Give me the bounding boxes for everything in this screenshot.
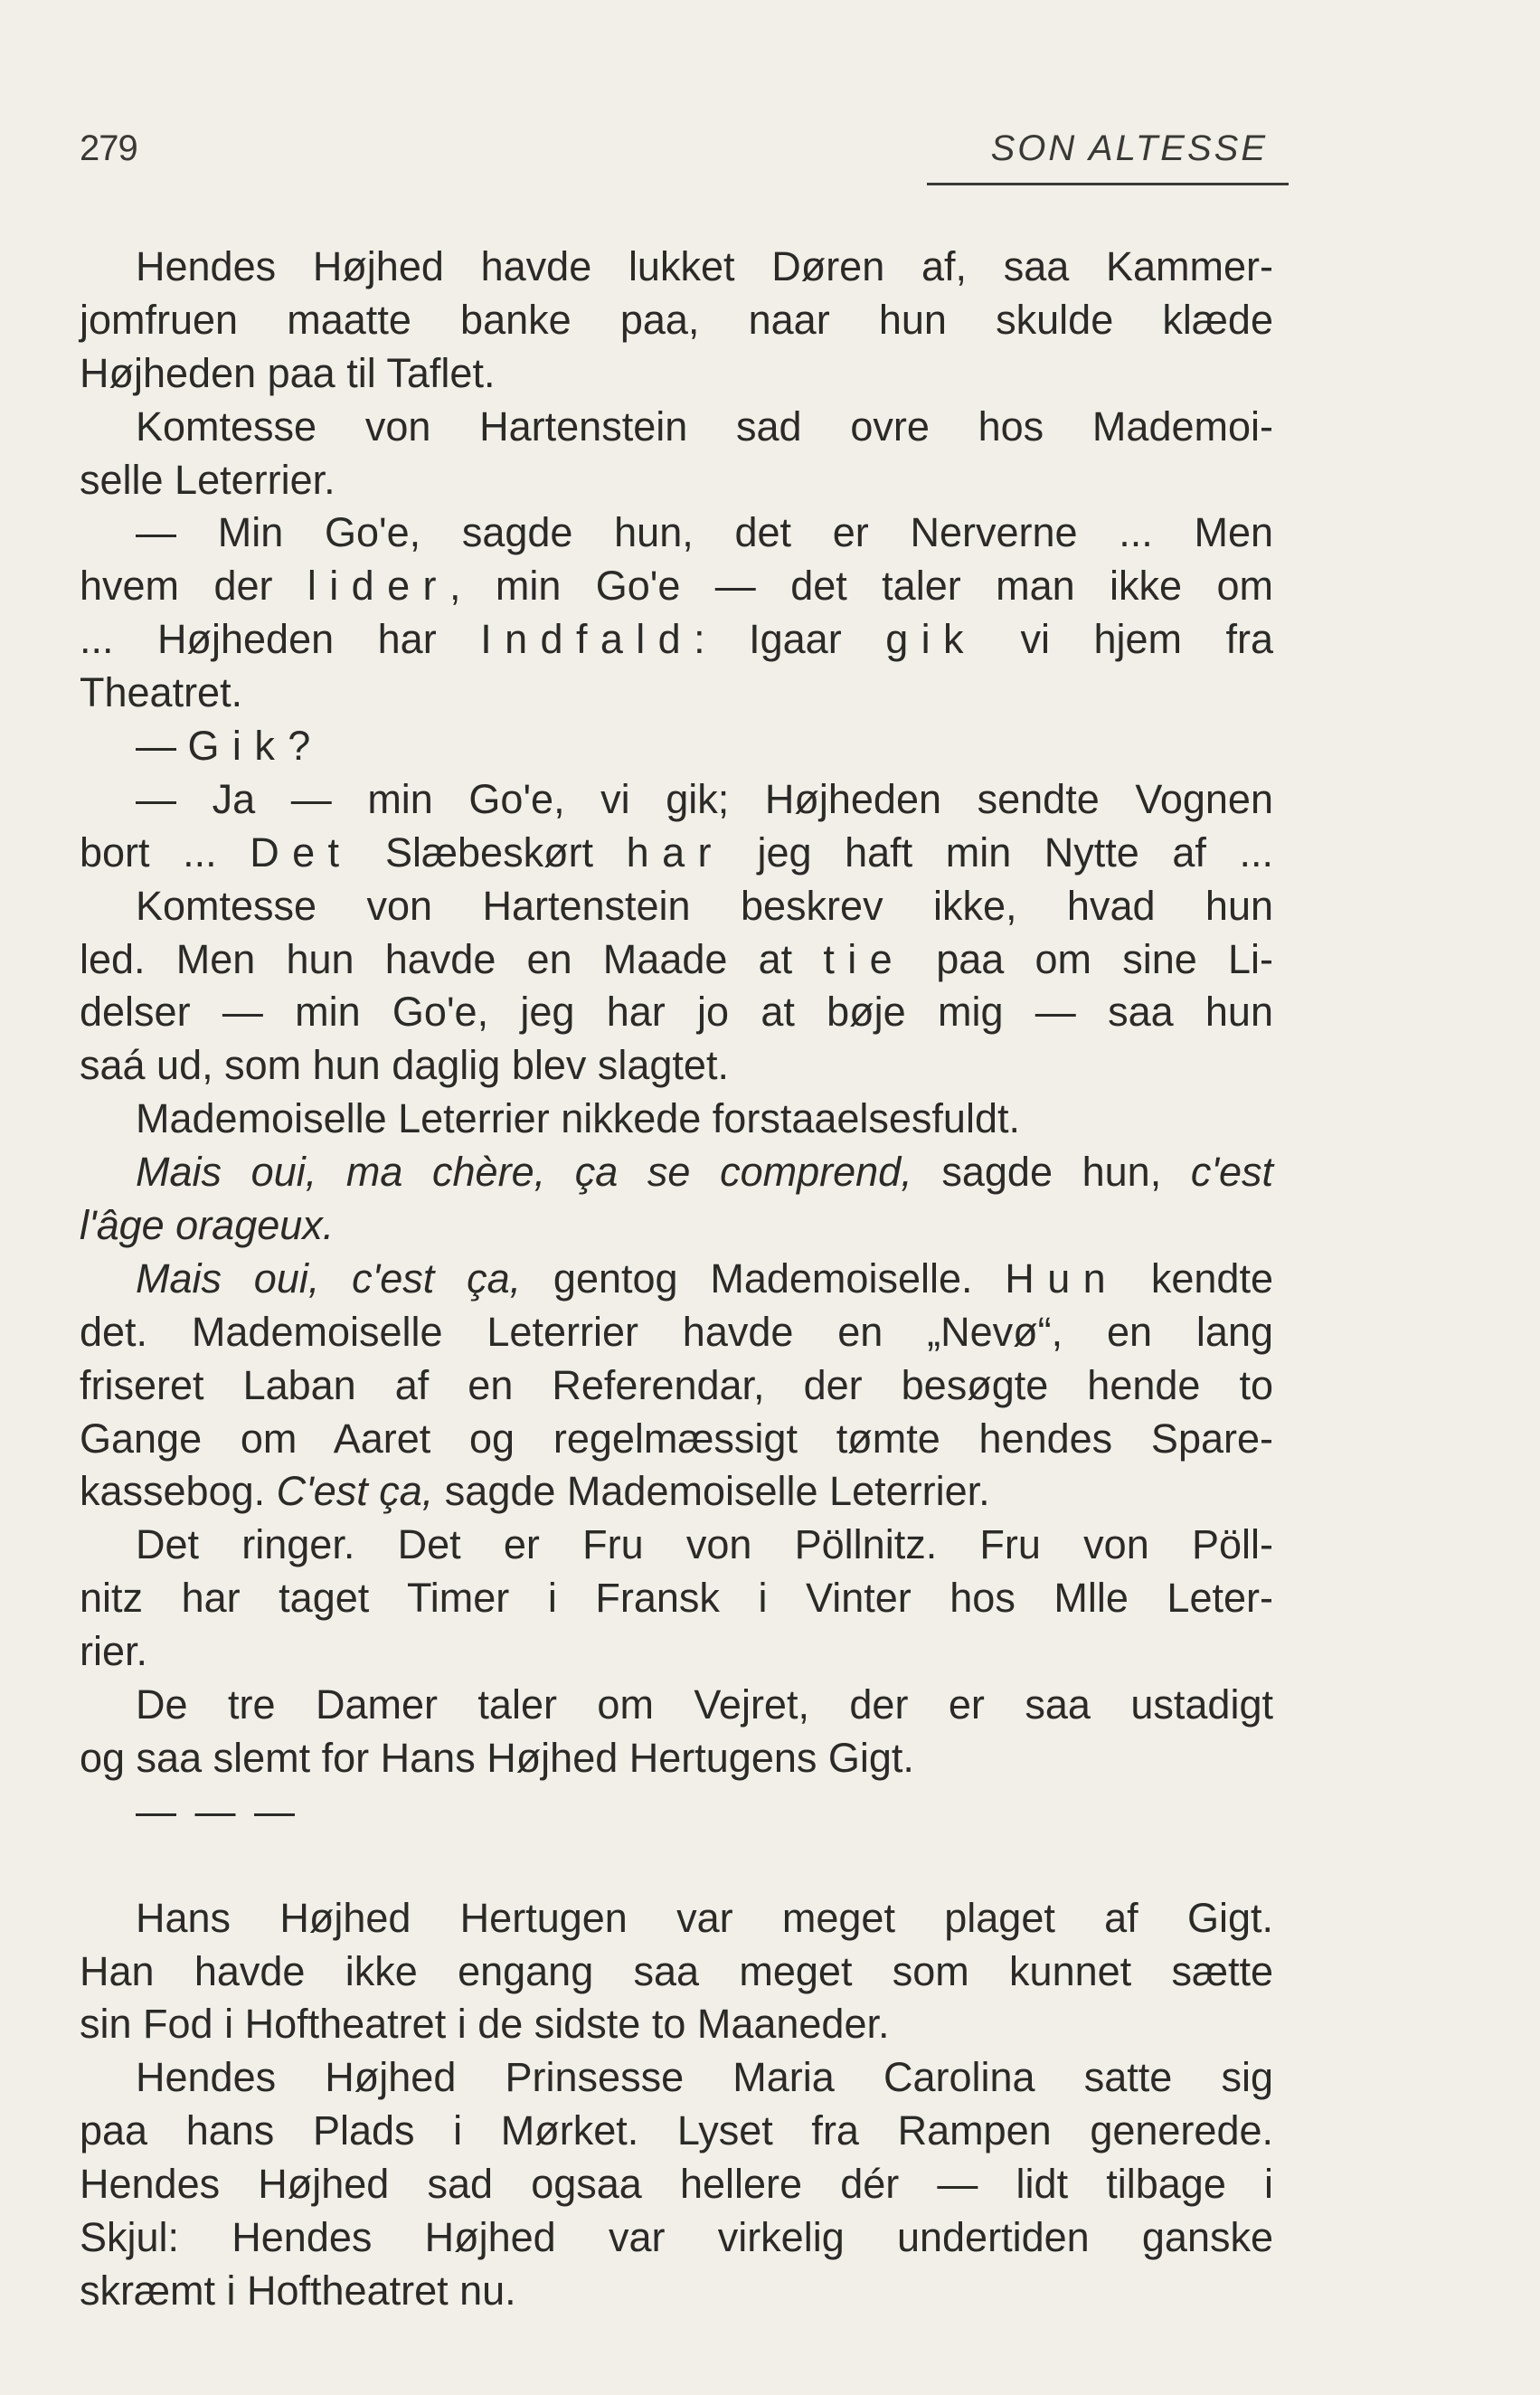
text-line: selle Leterrier. <box>80 456 335 503</box>
text-line: Mademoiselle Leterrier nikkede forstaaelsesfuldt. <box>136 1095 1020 1142</box>
text-line: sin Fod i Hoftheatret i de sidste to Maaneder. <box>80 2001 890 2048</box>
text-line: hvem der lider, min Go'e — det taler man ikke om <box>80 563 1273 610</box>
text-line: kassebog. C'est ça, sagde Mademoiselle Leterrier. <box>80 1468 990 1515</box>
text-line: Komtesse von Hartenstein sad ovre hos Mademoi- <box>136 402 1273 450</box>
text-line: skræmt i Hoftheatret nu. <box>80 2267 516 2314</box>
text-line: Theatret. <box>80 669 243 716</box>
header-rule <box>927 183 1289 185</box>
page-header <box>80 128 1268 192</box>
text-line: Hans Højhed Hertugen var meget plaget af Gigt. <box>136 1894 1273 1941</box>
text-line: Gange om Aaret og regelmæssigt tømte hendes Spare- <box>80 1415 1273 1462</box>
text-line: og saa slemt for Hans Højhed Hertugens Gigt. <box>80 1734 914 1781</box>
spaced-emphasis: Gik? <box>187 723 324 770</box>
text-line: paa hans Plads i Mørket. Lyset fra Rampen generede. <box>80 2107 1273 2154</box>
spaced-emphasis: Det <box>250 828 353 876</box>
text-line: Mais oui, ma chère, ça se comprend, sagde hun, c'est <box>136 1149 1273 1196</box>
spaced-emphasis: lider <box>307 563 449 610</box>
running-title: SON ALTESSE <box>990 128 1268 168</box>
italic-phrase: C'est ça, <box>276 1468 434 1515</box>
spaced-emphasis: tie <box>823 935 906 982</box>
text-line: Mais oui, c'est ça, gentog Mademoiselle. Hun kendte <box>136 1254 1273 1302</box>
italic-phrase: Mais oui, c'est ça, <box>136 1254 522 1302</box>
text-line: — Ja — min Go'e, vi gik; Højheden sendte Vognen <box>136 775 1273 822</box>
text-line: Komtesse von Hartenstein beskrev ikke, hvad hun <box>136 882 1273 929</box>
spaced-emphasis: gik <box>885 616 977 663</box>
text-line: — Gik? <box>136 723 324 770</box>
text-line: bort ... Det Slæbeskørt har jeg haft min Nytte af ... <box>80 828 1274 876</box>
text-line: Han havde ikke engang saa meget som kunnet sætte <box>80 1947 1273 1994</box>
text-line: delser — min Go'e, jeg har jo at bøje mig — saa hun <box>80 989 1273 1036</box>
spaced-emphasis: Hun <box>1005 1254 1120 1302</box>
spaced-emphasis: Indfald <box>480 616 694 663</box>
text-line: Hendes Højhed havde lukket Døren af, saa Kammer- <box>136 243 1273 289</box>
text-line: jomfruen maatte banke paa, naar hun skulde klæde <box>80 296 1273 343</box>
text-line: friseret Laban af en Referendar, der besøgte hende to <box>80 1361 1273 1408</box>
text-line: led. Men hun havde en Maade at tie paa om sine Li- <box>80 935 1273 982</box>
italic-phrase: l'âge orageux. <box>80 1202 335 1249</box>
spaced-emphasis: har <box>626 828 724 876</box>
text-line: Hendes Højhed Prinsesse Maria Carolina satte sig <box>136 2054 1273 2101</box>
italic-phrase: Mais oui, ma chère, ça se comprend, <box>136 1149 912 1196</box>
text-line: Skjul: Hendes Højhed var virkelig undertiden ganske <box>80 2213 1273 2260</box>
text-line: rier. <box>80 1628 148 1675</box>
text-line: — Min Go'e, sagde hun, det er Nerverne ... Men <box>136 509 1273 556</box>
text-line: Det ringer. Det er Fru von Pöllnitz. Fru von Pöll- <box>136 1521 1273 1568</box>
text-line: nitz har taget Timer i Fransk i Vinter hos Mlle Leter- <box>80 1575 1273 1622</box>
text-line: ... Højheden har Indfald: Igaar gik vi hjem fra <box>80 616 1274 663</box>
text-line: Højheden paa til Taflet. <box>80 349 496 396</box>
text-line: det. Mademoiselle Leterrier havde en „Nevø“, en lang <box>80 1308 1273 1355</box>
text-line: De tre Damer taler om Vejret, der er saa ustadigt <box>136 1681 1273 1728</box>
scene-break: — — — <box>136 1787 299 1834</box>
page-number: 279 <box>80 128 137 168</box>
italic-phrase: c'est <box>1190 1149 1273 1196</box>
text-line: Hendes Højhed sad ogsaa hellere dér — lidt tilbage i <box>80 2161 1273 2208</box>
text-line: saá ud, som hun daglig blev slagtet. <box>80 1042 729 1089</box>
text-line <box>80 1199 1273 1253</box>
body-text <box>80 241 1273 2318</box>
